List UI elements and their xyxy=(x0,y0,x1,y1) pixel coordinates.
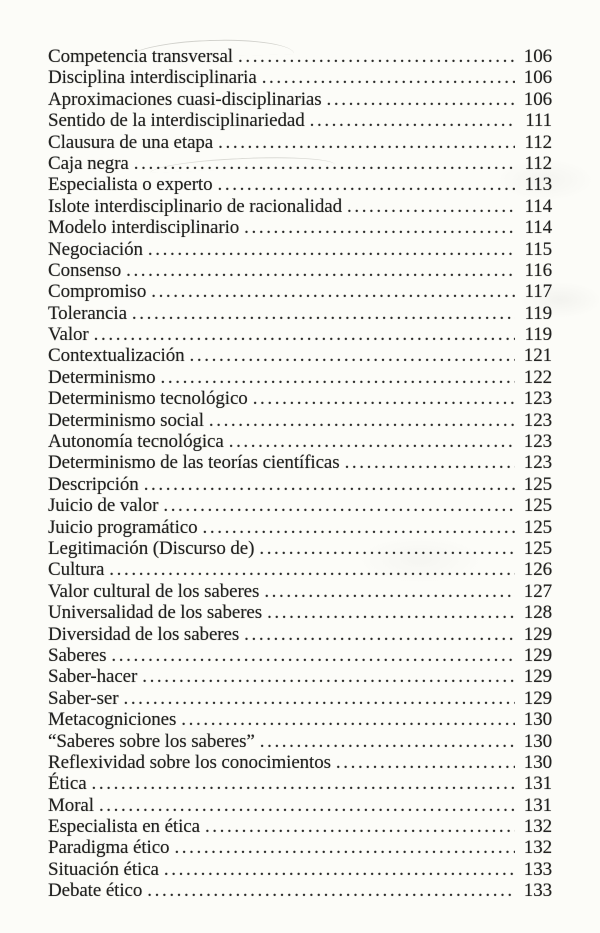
dotted-leader xyxy=(151,281,515,302)
dotted-leader xyxy=(92,773,515,794)
dotted-leader xyxy=(327,89,515,110)
toc-entry-title: Tolerancia xyxy=(48,302,127,324)
toc-entry-title: Caja negra xyxy=(48,152,129,174)
toc-entry xyxy=(48,752,552,773)
toc-entry xyxy=(48,602,552,623)
dotted-leader xyxy=(238,46,515,67)
toc-entry xyxy=(48,174,552,195)
toc-entry-page: 106 xyxy=(523,46,552,67)
toc-entry-page: 114 xyxy=(524,217,552,239)
dotted-leader xyxy=(132,303,515,324)
dotted-leader xyxy=(205,816,515,837)
toc-entry-title: Saber-ser xyxy=(48,687,119,709)
toc-entry-title: Determinismo tecnológico xyxy=(48,388,248,410)
toc-entry xyxy=(48,410,552,431)
toc-entry-page: 130 xyxy=(523,751,552,773)
toc-entry xyxy=(48,303,552,324)
toc-entry-title: Especialista o experto xyxy=(48,174,213,196)
dotted-leader xyxy=(123,688,515,709)
toc-entry xyxy=(48,239,552,260)
dotted-leader xyxy=(99,795,515,816)
toc-entry-page: 125 xyxy=(523,495,552,517)
toc-entry-page: 132 xyxy=(523,837,552,859)
dotted-leader xyxy=(163,495,515,516)
dotted-leader xyxy=(126,260,515,281)
toc-entry xyxy=(48,816,552,837)
dotted-leader xyxy=(347,196,515,217)
dotted-leader xyxy=(259,538,515,559)
toc-entry-title: Consenso xyxy=(48,259,122,281)
toc-entry-title: Moral xyxy=(48,794,94,816)
dotted-leader xyxy=(203,517,515,538)
toc-entry-page: 115 xyxy=(524,238,552,260)
toc-entry xyxy=(48,666,552,687)
dotted-leader xyxy=(229,431,515,452)
toc-entry xyxy=(48,217,552,238)
toc-entry xyxy=(48,89,552,110)
toc-entry xyxy=(48,46,552,67)
toc-entry xyxy=(48,281,552,302)
toc-entry xyxy=(48,153,552,174)
dotted-leader xyxy=(181,709,515,730)
dotted-leader xyxy=(336,752,515,773)
dotted-leader xyxy=(244,624,515,645)
toc-entry xyxy=(48,581,552,602)
dotted-leader xyxy=(147,880,515,901)
toc-entry-page: 119 xyxy=(524,302,552,324)
toc-entry-page: 126 xyxy=(523,559,552,581)
toc-entry-title: Reflexividad sobre los conocimientos xyxy=(48,751,331,773)
toc-entry-page: 130 xyxy=(523,730,552,752)
toc-entry xyxy=(48,837,552,858)
toc-entry xyxy=(48,452,552,473)
toc-entry-page: 117 xyxy=(524,281,552,303)
dotted-leader xyxy=(260,731,515,752)
toc-entry-page: 129 xyxy=(523,687,552,709)
toc-entry-page: 111 xyxy=(525,110,552,132)
toc-entry-page: 123 xyxy=(523,452,552,474)
toc-entry-title: Cultura xyxy=(48,559,105,581)
toc-entry-page: 129 xyxy=(523,666,552,688)
toc-entry-title: Saber-hacer xyxy=(48,666,138,688)
toc-entry-title: Diversidad de los saberes xyxy=(48,623,240,645)
toc-entry-title: Legitimación (Discurso de) xyxy=(48,537,255,559)
toc-entry-page: 128 xyxy=(523,602,552,624)
toc-entry-page: 125 xyxy=(523,473,552,495)
toc-entry xyxy=(48,324,552,345)
toc-entry-title: Descripción xyxy=(48,473,139,495)
dotted-leader xyxy=(142,666,515,687)
toc-entry-title: Metacogniciones xyxy=(48,709,177,731)
toc-entry-page: 106 xyxy=(523,88,552,110)
dotted-leader xyxy=(267,602,515,623)
toc-entry-page: 114 xyxy=(524,195,552,217)
toc-entry-title: Islote interdisciplinario de racionalidad xyxy=(48,195,342,217)
toc-entry xyxy=(48,196,552,217)
toc-entry-page: 113 xyxy=(524,174,552,196)
toc-entry xyxy=(48,645,552,666)
toc-entry xyxy=(48,859,552,880)
dotted-leader xyxy=(190,345,515,366)
toc-entry-title: Valor cultural de los saberes xyxy=(48,580,260,602)
toc-entry-page: 132 xyxy=(523,816,552,838)
toc-entry-title: Ética xyxy=(48,773,87,795)
toc-entry xyxy=(48,495,552,516)
toc-entry-title: Situación ética xyxy=(48,858,159,880)
toc-entry xyxy=(48,388,552,409)
toc-entry-title: Saberes xyxy=(48,644,107,666)
dotted-leader xyxy=(111,645,515,666)
toc-entry-page: 131 xyxy=(523,794,552,816)
dotted-leader xyxy=(174,837,515,858)
toc-entry-title: Competencia transversal xyxy=(48,46,233,67)
toc-entry-page: 123 xyxy=(523,409,552,431)
toc-entry-page: 129 xyxy=(523,623,552,645)
toc-entry-title: Sentido de la interdisciplinariedad xyxy=(48,110,305,132)
dotted-leader xyxy=(148,239,515,260)
dotted-leader xyxy=(144,474,515,495)
toc-entry-title: Determinismo de las teorías científicas xyxy=(48,452,340,474)
toc-entry xyxy=(48,795,552,816)
toc-entry xyxy=(48,538,552,559)
toc-entry xyxy=(48,132,552,153)
toc-entry-page: 106 xyxy=(523,67,552,89)
toc-entry xyxy=(48,345,552,366)
toc-entry-page: 121 xyxy=(523,345,552,367)
toc-entry-page: 130 xyxy=(523,709,552,731)
toc-entry-page: 125 xyxy=(523,537,552,559)
toc-entry-title: Valor xyxy=(48,324,89,346)
toc-list xyxy=(48,46,552,902)
toc-entry xyxy=(48,260,552,281)
toc-entry-page: 125 xyxy=(523,516,552,538)
toc-entry-title: Determinismo xyxy=(48,366,156,388)
toc-entry-page: 129 xyxy=(523,644,552,666)
dotted-leader xyxy=(109,559,515,580)
dotted-leader xyxy=(161,367,515,388)
toc-entry-title: Especialista en ética xyxy=(48,816,200,838)
toc-entry-page: 116 xyxy=(524,259,552,281)
toc-entry xyxy=(48,431,552,452)
toc-entry xyxy=(48,773,552,794)
dotted-leader xyxy=(253,388,515,409)
toc-entry-page: 119 xyxy=(524,324,552,346)
toc-entry-title: Juicio de valor xyxy=(48,495,159,517)
toc-entry xyxy=(48,880,552,901)
toc-entry-page: 123 xyxy=(523,388,552,410)
toc-entry-page: 133 xyxy=(523,880,552,902)
dotted-leader xyxy=(244,217,515,238)
toc-entry-page: 131 xyxy=(523,773,552,795)
toc-entry-page: 127 xyxy=(523,580,552,602)
toc-entry-title: Negociación xyxy=(48,238,143,260)
toc-entry xyxy=(48,731,552,752)
toc-entry-title: Modelo interdisciplinario xyxy=(48,217,240,239)
toc-entry-title: Clausura de una etapa xyxy=(48,131,214,153)
toc-entry xyxy=(48,367,552,388)
dotted-leader xyxy=(264,581,515,602)
toc-entry-title: Disciplina interdisciplinaria xyxy=(48,67,257,89)
toc-entry xyxy=(48,709,552,730)
toc-entry xyxy=(48,559,552,580)
toc-entry-title: Determinismo social xyxy=(48,409,204,431)
dotted-leader xyxy=(218,174,515,195)
dotted-leader xyxy=(310,110,515,131)
dotted-leader xyxy=(345,452,515,473)
toc-entry-title: Autonomía tecnológica xyxy=(48,431,224,453)
toc-entry-page: 123 xyxy=(523,431,552,453)
toc-entry-page: 133 xyxy=(523,858,552,880)
toc-entry-title: Compromiso xyxy=(48,281,147,303)
toc-entry xyxy=(48,624,552,645)
toc-entry-title: Paradigma ético xyxy=(48,837,170,859)
dotted-leader xyxy=(218,132,515,153)
toc-entry-title: Universalidad de los saberes xyxy=(48,602,263,624)
toc-entry-page: 112 xyxy=(524,131,552,153)
toc-entry-page: 122 xyxy=(523,366,552,388)
toc-entry xyxy=(48,474,552,495)
toc-entry-page: 112 xyxy=(524,152,552,174)
dotted-leader xyxy=(94,324,515,345)
dotted-leader xyxy=(209,410,515,431)
toc-entry-title: Debate ético xyxy=(48,880,143,902)
toc-entry xyxy=(48,688,552,709)
toc-entry-title: Contextualización xyxy=(48,345,185,367)
toc-entry-title: “Saberes sobre los saberes” xyxy=(48,730,255,752)
toc-entry xyxy=(48,517,552,538)
toc-entry xyxy=(48,110,552,131)
dotted-leader xyxy=(164,859,515,880)
toc-entry-title: Aproximaciones cuasi-disciplinarias xyxy=(48,88,322,110)
dotted-leader xyxy=(262,67,515,88)
dotted-leader xyxy=(134,153,515,174)
toc-entry xyxy=(48,67,552,88)
toc-entry-title: Juicio programático xyxy=(48,516,198,538)
